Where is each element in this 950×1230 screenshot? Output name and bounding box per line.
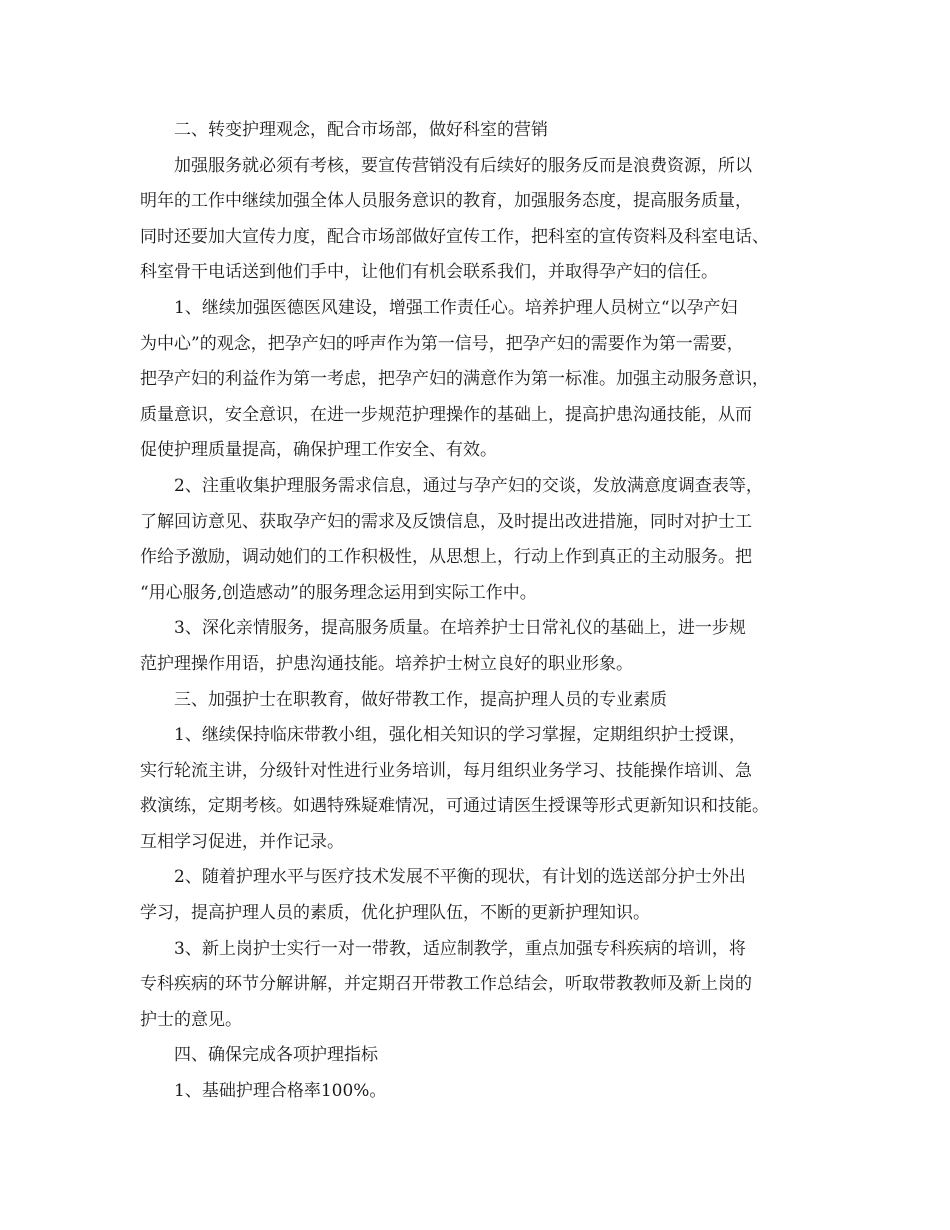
text-line: 把孕产妇的利益作为第一考虑，把孕产妇的满意作为第一标准。加强主动服务意识， [140,369,769,390]
text-line: 四、确保完成各项护理指标 [174,1045,378,1066]
text-line: 3、深化亲情服务，提高服务质量。在培养护士日常礼仪的基础上，进一步规 [174,618,746,639]
text-line: 实行轮流主讲，分级针对性进行业务培训，每月组织业务学习、技能操作培训、急 [140,760,752,781]
text-line: 了解回访意见、获取孕产妇的需求及反馈信息，及时提出改进措施，同时对护士工 [140,511,752,532]
text-line: 范护理操作用语，护患沟通技能。培养护士树立良好的职业形象。 [140,653,633,674]
text-line: 加强服务就必须有考核，要宣传营销没有后续好的服务反而是浪费资源，所以 [174,155,752,176]
text-line: 1、继续加强医德医风建设，增强工作责任心。培养护理人员树立“以孕产妇 [174,297,738,318]
text-line: 质量意识，安全意识，在进一步规范护理操作的基础上，提高护患沟通技能，从而 [140,404,752,425]
text-line: 三、加强护士在职教育，做好带教工作，提高护理人员的专业素质 [174,689,667,710]
text-line: 明年的工作中继续加强全体人员服务意识的教育，加强服务态度，提高服务质量， [140,191,752,212]
text-line: 2、注重收集护理服务需求信息，通过与孕产妇的交谈，发放满意度调查表等， [174,475,763,496]
text-line: 护士的意见。 [140,1009,242,1030]
text-line: 作给予激励，调动她们的工作积极性，从思想上，行动上作到真正的主动服务。把 [140,547,752,568]
text-line: “用心服务,创造感动”的服务理念运用到实际工作中。 [140,582,537,603]
document-body [140,113,822,1110]
text-line: 救演练，定期考核。如遇特殊疑难情况，可通过请医生授课等形式更新知识和技能。 [140,796,769,817]
text-line: 促使护理质量提高，确保护理工作安全、有效。 [140,440,497,461]
text-line: 学习，提高护理人员的素质，优化护理队伍，不断的更新护理知识。 [140,903,650,924]
text-line: 1、基础护理合格率100%。 [174,1081,387,1102]
text-line: 3、新上岗护士实行一对一带教，适应制教学，重点加强专科疾病的培训，将 [174,938,746,959]
text-line: 为中心”的观念，把孕产妇的呼声作为第一信号，把孕产妇的需要作为第一需要， [140,333,744,354]
text-line: 1、继续保持临床带教小组，强化相关知识的学习掌握，定期组织护士授课， [174,725,746,746]
text-line: 2、随着护理水平与医疗技术发展不平衡的现状，有计划的选送部分护士外出 [174,867,746,888]
text-line: 专科疾病的环节分解讲解，并定期召开带教工作总结会，听取带教教师及新上岗的 [140,974,752,995]
text-line: 互相学习促进，并作记录。 [140,831,344,852]
text-line: 二、转变护理观念，配合市场部，做好科室的营销 [174,120,548,140]
text-line: 科室骨干电话送到他们手中，让他们有机会联系我们，并取得孕产妇的信任。 [140,262,718,283]
text-line: 同时还要加大宣传力度，配合市场部做好宣传工作，把科室的宣传资料及科室电话、 [140,226,769,247]
